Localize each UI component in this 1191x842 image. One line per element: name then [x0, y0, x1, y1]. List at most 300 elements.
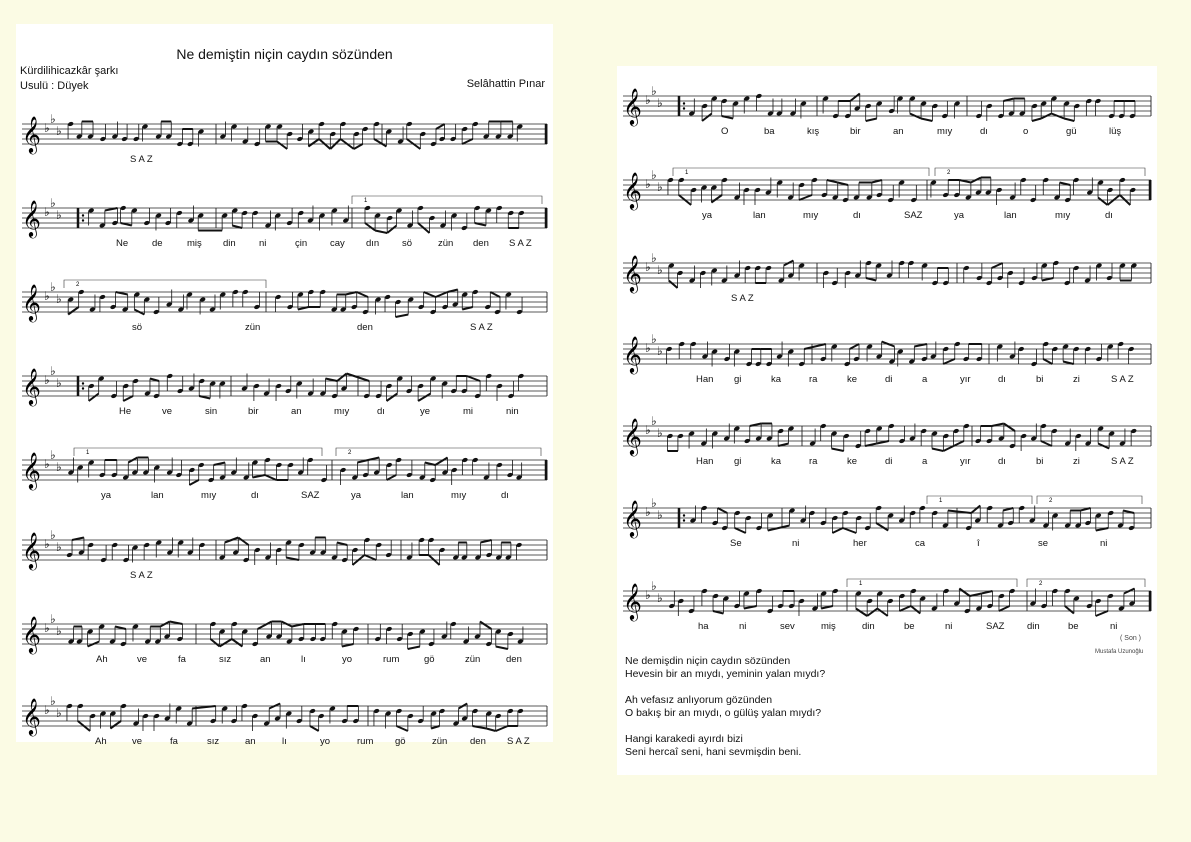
- note-beam: [354, 144, 363, 149]
- note-beam: [496, 726, 508, 731]
- staff: [16, 684, 553, 744]
- treble-clef-icon: 𝄞: [623, 582, 642, 620]
- lyric-syllable: ve: [132, 736, 143, 747]
- note-beam: [105, 208, 118, 211]
- lyric-syllable: zün: [432, 736, 448, 747]
- flat-icon: ♭: [50, 448, 56, 462]
- volta-bracket: [64, 280, 266, 288]
- note-beam: [954, 441, 964, 446]
- flat-icon: ♭: [56, 706, 62, 720]
- flat-icon: ♭: [50, 112, 56, 126]
- note-beam: [298, 307, 309, 310]
- note-beam: [486, 729, 495, 732]
- note-beam: [843, 528, 856, 533]
- note-beam: [856, 609, 867, 617]
- note-beam: [877, 609, 887, 617]
- note-beam: [337, 543, 347, 546]
- volta-number: 2: [76, 282, 80, 288]
- note-beam: [1081, 508, 1091, 511]
- lyric-syllable: ha: [698, 621, 709, 632]
- lyric-syllable: SAZ: [301, 490, 320, 501]
- lyric-syllable: zi: [1073, 374, 1080, 385]
- lyric-syllable: dı: [980, 126, 988, 137]
- treble-clef-icon: 𝄞: [623, 499, 642, 537]
- note-beam: [702, 114, 712, 122]
- lyric-syllable: fa: [170, 736, 178, 747]
- note-beam: [89, 394, 99, 402]
- note-beam: [799, 195, 812, 200]
- treble-clef-icon: 𝄞: [623, 335, 642, 373]
- sheet-page-right: [617, 66, 1157, 775]
- lyric-syllable: lan: [753, 210, 766, 221]
- flat-icon: ♭: [56, 624, 62, 638]
- note-beam: [425, 463, 435, 466]
- note-beam: [115, 627, 126, 630]
- staff: [617, 241, 1157, 301]
- note-beam: [365, 555, 377, 560]
- note-beam: [211, 639, 220, 647]
- lyric-syllable: cay: [330, 238, 345, 249]
- note-beam: [220, 639, 232, 647]
- lyric-syllable: Se: [730, 538, 742, 549]
- lyric-syllable: gö: [424, 654, 435, 665]
- note-beam: [277, 142, 287, 150]
- note-beam: [396, 726, 407, 731]
- flat-icon: ♭: [44, 205, 50, 219]
- flat-icon: ♭: [645, 341, 651, 355]
- flat-icon: ♭: [44, 121, 50, 135]
- note-beam: [827, 180, 838, 183]
- transcriber-credit: Mustafa Uzunoğlu: [1095, 649, 1144, 655]
- lyric-syllable: dı: [251, 490, 259, 501]
- verse-3-line-1: Hangi karakedi ayırdı bizi: [625, 733, 743, 745]
- verse-2-line-2: O bakış bir an mıydı, o gülüş yalan mıydı?: [625, 707, 822, 719]
- lyric-syllable: gi: [734, 456, 742, 467]
- note-beam: [750, 424, 761, 427]
- volta-number: 1: [939, 498, 943, 504]
- treble-clef-icon: 𝄞: [22, 367, 41, 405]
- lyric-syllable: di: [885, 456, 893, 467]
- song-title: Ne demiştin niçin caydın sözünden: [176, 46, 393, 62]
- lyric-syllable: yo: [320, 736, 331, 747]
- note-beam: [365, 223, 375, 231]
- note-beam: [669, 281, 678, 289]
- note-beam: [1123, 511, 1134, 514]
- treble-clef-icon: 𝄞: [623, 417, 642, 455]
- verse-3-line-2: Seni hercaî seni, hani sevmişdin beni.: [625, 746, 802, 758]
- note-beam: [877, 441, 889, 444]
- note-beam: [387, 226, 396, 234]
- volta-bracket: [927, 496, 1032, 504]
- lyric-syllable: mi: [463, 406, 474, 417]
- note-beam: [199, 396, 210, 399]
- lyric-syllable: mıy: [334, 406, 350, 417]
- lyric-syllable: nin: [506, 406, 519, 417]
- note-beam: [1065, 606, 1074, 614]
- lyric-syllable: yır: [960, 456, 971, 467]
- lyric-syllable: Ah: [95, 736, 107, 747]
- lyric-syllable: an: [260, 654, 271, 665]
- verse-1-line-2: Hevesin bir an mıydı, yeminin yalan mıydı?: [625, 668, 826, 680]
- lyric-syllable: zün: [465, 654, 481, 665]
- composer-label: Selâhattin Pınar: [466, 78, 545, 90]
- lyric-syllable: bi: [1036, 456, 1044, 467]
- lyric-syllable: ka: [771, 374, 782, 385]
- note-beam: [496, 647, 508, 650]
- treble-clef-icon: 𝄞: [623, 171, 642, 209]
- lyric-syllable: miş: [187, 238, 202, 249]
- flat-icon: ♭: [657, 591, 663, 605]
- lyric-syllable: He: [119, 406, 132, 417]
- note-beam: [189, 480, 198, 485]
- note-beam: [832, 449, 844, 452]
- lyric-syllable: ya: [954, 210, 965, 221]
- lyric-syllable: her: [853, 538, 867, 549]
- flat-icon: ♭: [50, 694, 56, 708]
- flat-icon: ♭: [657, 344, 663, 358]
- note-beam: [872, 180, 882, 183]
- note-beam: [1003, 99, 1013, 102]
- note-beam: [1064, 119, 1074, 122]
- lyric-syllable: ni: [945, 621, 953, 632]
- lyric-syllable: ni: [792, 538, 800, 549]
- lyric-syllable: çin: [295, 238, 308, 249]
- lyric-syllable: kış: [807, 126, 820, 137]
- staff: [16, 438, 553, 498]
- lyric-syllable: zün: [245, 322, 261, 333]
- note-beam: [1063, 362, 1074, 365]
- lyric-syllable: yo: [342, 654, 353, 665]
- lyric-syllable: o: [1023, 126, 1029, 137]
- note-beam: [368, 458, 379, 461]
- flat-icon: ♭: [651, 168, 657, 182]
- note-beam: [292, 624, 304, 627]
- lyric-syllable: din: [1027, 621, 1040, 632]
- repeat-dot: [683, 519, 685, 521]
- note-beam: [72, 538, 84, 541]
- treble-clef-icon: 𝄞: [623, 254, 642, 292]
- flat-icon: ♭: [56, 124, 62, 138]
- staff: [16, 270, 553, 330]
- repeat-dot: [82, 387, 84, 389]
- flat-icon: ♭: [50, 196, 56, 210]
- staff: [16, 602, 553, 662]
- lyric-syllable: SAZ: [904, 210, 923, 221]
- lyric-syllable: lan: [1004, 210, 1017, 221]
- lyric-syllable: dı: [501, 490, 509, 501]
- lyric-syllable: den: [473, 238, 489, 249]
- note-beam: [744, 606, 757, 609]
- volta-bracket: [1037, 496, 1142, 504]
- volta-number: 2: [1049, 498, 1053, 504]
- lyric-syllable: ca: [915, 538, 926, 549]
- flat-icon: ♭: [50, 280, 56, 294]
- note-beam: [346, 292, 357, 295]
- note-beam: [480, 540, 491, 543]
- note-beam: [1060, 183, 1071, 186]
- volta-bracket: [847, 579, 1017, 587]
- note-beam: [921, 119, 932, 122]
- note-beam: [408, 647, 420, 650]
- lyric-syllable: se: [1038, 538, 1049, 549]
- lyric-syllable: rum: [357, 736, 374, 747]
- note-beam: [448, 290, 458, 293]
- lyric-syllable: den: [506, 654, 522, 665]
- staff: [617, 74, 1157, 134]
- flat-icon: ♭: [645, 177, 651, 191]
- lyric-syllable: ya: [351, 490, 362, 501]
- lyric-syllable: sö: [132, 322, 143, 333]
- lyric-syllable: a: [922, 374, 928, 385]
- lyric-syllable: bir: [850, 126, 861, 137]
- note-beam: [436, 124, 445, 129]
- flat-icon: ♭: [44, 703, 50, 717]
- flat-icon: ♭: [657, 180, 663, 194]
- lyric-syllable: Ah: [96, 654, 108, 665]
- note-beam: [238, 538, 248, 546]
- flat-icon: ♭: [44, 537, 50, 551]
- note-beam: [1004, 424, 1015, 432]
- note-beam: [232, 639, 243, 647]
- lyric-syllable: S A Z: [507, 736, 530, 747]
- repeat-dot: [683, 102, 685, 104]
- flat-icon: ♭: [657, 96, 663, 110]
- note-beam: [473, 726, 487, 729]
- note-beam: [866, 119, 877, 122]
- note-beam: [713, 611, 723, 614]
- lyric-syllable: sö: [402, 238, 413, 249]
- lyric-syllable: S A Z: [470, 322, 493, 333]
- note-beam: [1041, 441, 1052, 446]
- note-beam: [150, 379, 159, 382]
- lyrics-verses: [625, 655, 825, 759]
- staff: [617, 404, 1157, 464]
- note-beam: [418, 394, 431, 402]
- sheet-page-left: [16, 24, 553, 747]
- lyric-syllable: ni: [1100, 538, 1108, 549]
- lyric-syllable: gö: [395, 736, 406, 747]
- flat-icon: ♭: [44, 457, 50, 471]
- lyric-syllable: S A Z: [1111, 374, 1134, 385]
- note-beam: [711, 195, 722, 203]
- note-beam: [718, 508, 728, 513]
- staff: [16, 186, 553, 246]
- flat-icon: ♭: [645, 505, 651, 519]
- note-beam: [1096, 528, 1108, 531]
- note-beam: [865, 444, 877, 447]
- note-beam: [948, 511, 971, 514]
- lyric-syllable: yır: [960, 374, 971, 385]
- note-beam: [735, 528, 746, 533]
- flat-icon: ♭: [645, 93, 651, 107]
- flat-icon: ♭: [50, 612, 56, 626]
- lyric-syllable: S A Z: [731, 293, 754, 304]
- flat-icon: ♭: [56, 376, 62, 390]
- lyric-syllable: mıy: [201, 490, 217, 501]
- staff: [617, 486, 1157, 546]
- note-beam: [310, 726, 319, 731]
- note-beam: [832, 528, 842, 533]
- lyric-syllable: miş: [821, 621, 836, 632]
- note-beam: [116, 292, 128, 295]
- note-beam: [899, 606, 910, 611]
- volta-bracket: [935, 168, 1145, 176]
- flat-icon: ♭: [56, 460, 62, 474]
- flat-icon: ♭: [651, 579, 657, 593]
- lyric-syllable: ke: [847, 374, 858, 385]
- lyric-syllable: dı: [853, 210, 861, 221]
- repeat-dot: [683, 514, 685, 516]
- lyric-syllable: gi: [734, 374, 742, 385]
- note-beam: [252, 475, 265, 478]
- lyric-syllable: ni: [739, 621, 747, 632]
- lyric-syllable: ve: [137, 654, 148, 665]
- treble-clef-icon: 𝄞: [623, 87, 642, 125]
- note-beam: [971, 506, 980, 514]
- lyric-syllable: den: [357, 322, 373, 333]
- lyric-syllable: î: [977, 538, 980, 549]
- flat-icon: ♭: [657, 426, 663, 440]
- lyric-syllable: bi: [1036, 374, 1044, 385]
- lyric-syllable: lüş: [1109, 126, 1122, 137]
- note-beam: [992, 424, 1004, 427]
- flat-icon: ♭: [657, 263, 663, 277]
- note-beam: [387, 394, 398, 402]
- volta-number: 2: [1039, 581, 1043, 587]
- lyric-syllable: an: [893, 126, 904, 137]
- treble-clef-icon: 𝄞: [22, 697, 41, 735]
- note-beam: [1003, 508, 1013, 511]
- note-beam: [325, 379, 337, 382]
- note-beam: [374, 139, 386, 147]
- note-beam: [821, 606, 833, 609]
- flat-icon: ♭: [651, 414, 657, 428]
- flat-icon: ♭: [657, 508, 663, 522]
- note-beam: [68, 307, 78, 315]
- note-beam: [308, 139, 319, 147]
- lyric-syllable: O: [721, 126, 729, 137]
- note-beam: [992, 263, 1003, 268]
- note-beam: [286, 558, 299, 561]
- note-beam: [970, 594, 982, 597]
- note-beam: [850, 344, 859, 349]
- volta-number: 2: [947, 170, 951, 176]
- note-beam: [232, 226, 242, 229]
- lyric-syllable: ra: [809, 374, 818, 385]
- volta-number: 1: [364, 198, 368, 204]
- lyric-syllable: dın: [366, 238, 380, 249]
- verse-2-line-1: Ah vefasız anlıyorum gözünden: [625, 694, 773, 706]
- lyric-syllable: sin: [205, 406, 218, 417]
- note-beam: [867, 609, 877, 617]
- note-beam: [357, 292, 368, 297]
- lyric-syllable: dı: [998, 456, 1006, 467]
- lyric-syllable: din: [223, 238, 236, 249]
- lyric-syllable: a: [922, 456, 928, 467]
- flat-icon: ♭: [44, 621, 50, 635]
- lyric-syllable: lan: [151, 490, 164, 501]
- note-beam: [959, 589, 969, 597]
- note-beam: [914, 344, 927, 347]
- lyric-syllable: mıy: [937, 126, 953, 137]
- treble-clef-icon: 𝄞: [22, 451, 41, 489]
- note-beam: [110, 721, 121, 729]
- note-beam: [265, 475, 276, 480]
- note-beam: [1096, 611, 1108, 616]
- note-beam: [436, 292, 448, 297]
- note-beam: [490, 292, 500, 297]
- note-beam: [804, 344, 825, 349]
- lyric-syllable: lı: [301, 654, 306, 665]
- lyric-syllable: dı: [998, 374, 1006, 385]
- flat-icon: ♭: [56, 292, 62, 306]
- note-beam: [866, 278, 876, 281]
- note-beam: [121, 223, 132, 226]
- treble-clef-icon: 𝄞: [22, 115, 41, 153]
- note-beam: [435, 458, 447, 466]
- lyric-syllable: SAZ: [986, 621, 1005, 632]
- flat-icon: ♭: [645, 588, 651, 602]
- note-beam: [722, 116, 733, 119]
- lyric-syllable: ni: [1110, 621, 1118, 632]
- note-beam: [981, 591, 992, 594]
- lyric-syllable: zi: [1073, 456, 1080, 467]
- note-beam: [943, 359, 955, 364]
- lyric-syllable: fa: [178, 654, 186, 665]
- flat-icon: ♭: [645, 423, 651, 437]
- lyric-syllable: bir: [248, 406, 259, 417]
- lyric-syllable: ni: [259, 238, 267, 249]
- makam-label: Kürdilihicazkâr şarkı: [20, 65, 119, 77]
- flat-icon: ♭: [44, 373, 50, 387]
- staff: [16, 102, 553, 162]
- volta-number: 1: [859, 581, 863, 587]
- volta-number: 1: [685, 170, 689, 176]
- repeat-dot: [82, 219, 84, 221]
- lyric-syllable: sız: [219, 654, 232, 665]
- note-beam: [876, 523, 888, 531]
- lyric-syllable: rum: [383, 654, 400, 665]
- volta-bracket: [673, 168, 929, 176]
- note-beam: [123, 396, 133, 401]
- note-beam: [778, 444, 788, 447]
- staff: [617, 322, 1157, 382]
- lyric-syllable: be: [1068, 621, 1079, 632]
- volta-bracket: [352, 196, 542, 204]
- lyric-syllable: sız: [207, 736, 220, 747]
- lyric-syllable: an: [245, 736, 256, 747]
- note-beam: [1042, 278, 1054, 281]
- staff: [16, 518, 553, 578]
- note-beam: [387, 475, 396, 480]
- note-beam: [170, 622, 183, 625]
- volta-bracket: [74, 448, 322, 456]
- note-beam: [396, 315, 409, 318]
- note-beam: [475, 223, 486, 226]
- lyric-syllable: de: [152, 238, 163, 249]
- note-beam: [850, 94, 859, 102]
- note-beam: [999, 606, 1010, 611]
- lyric-syllable: Ne: [116, 238, 129, 249]
- volta-number: 1: [86, 450, 90, 456]
- volta-bracket: [1027, 579, 1145, 587]
- flat-icon: ♭: [50, 364, 56, 378]
- lyric-syllable: be: [904, 621, 915, 632]
- note-beam: [342, 644, 354, 647]
- flat-icon: ♭: [44, 289, 50, 303]
- lyric-syllable: zün: [438, 238, 454, 249]
- lyric-syllable: lan: [401, 490, 414, 501]
